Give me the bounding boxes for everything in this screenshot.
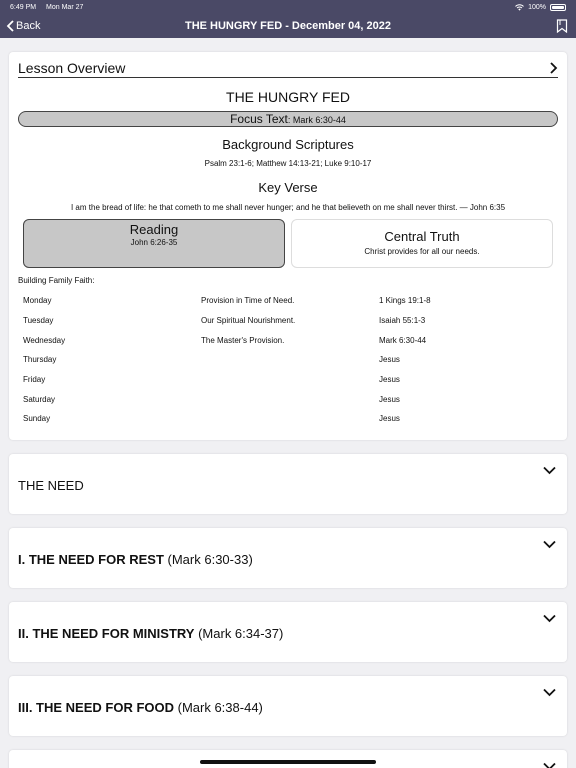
day-cell: Friday: [23, 375, 46, 385]
topic-cell: Provision in Time of Need.: [201, 296, 295, 306]
home-indicator[interactable]: [200, 760, 376, 764]
chevron-down-icon: [543, 762, 556, 768]
family-faith-table: [18, 291, 558, 429]
section-need-for-ministry[interactable]: [9, 602, 567, 662]
table-row: [18, 330, 558, 350]
reading-truth-row: [23, 219, 553, 268]
chevron-down-icon: [543, 688, 556, 697]
day-cell: Sunday: [23, 414, 51, 424]
table-row: [18, 311, 558, 331]
day-cell: Wednesday: [23, 335, 66, 345]
ref-cell: Isaiah 55:1-3: [379, 316, 426, 326]
chevron-down-icon: [543, 614, 556, 623]
ref-cell: 1 Kings 19:1-8: [379, 296, 431, 306]
battery-icon: [550, 4, 566, 11]
content-area[interactable]: [0, 38, 576, 768]
day-cell: Tuesday: [23, 316, 54, 326]
family-faith-title: Building Family Faith:: [18, 276, 95, 285]
central-truth-title: Central Truth: [384, 229, 460, 244]
ref-cell: Jesus: [379, 355, 400, 365]
lesson-title: THE HUNGRY FED: [226, 89, 350, 105]
day-cell: Thursday: [23, 355, 57, 365]
focus-text-box: [18, 111, 558, 127]
bookmark-icon[interactable]: [556, 19, 568, 33]
section-title-bold: III. THE NEED FOR FOOD: [18, 700, 175, 715]
section-need-for-rest[interactable]: [9, 528, 567, 588]
chevron-down-icon: [543, 466, 556, 475]
chevron-left-icon: [6, 20, 14, 32]
day-cell: Monday: [23, 296, 52, 306]
lesson-overview-header[interactable]: [18, 60, 558, 78]
day-cell: Saturday: [23, 394, 56, 404]
page-title: THE HUNGRY FED - December 04, 2022: [184, 20, 392, 32]
key-verse-text: I am the bread of life: he that cometh to me shall never hunger; and he that believeth on me shall never thirst. — John 6:35: [70, 203, 506, 212]
status-time: 6:49 PM: [10, 3, 37, 11]
status-bar: [0, 0, 576, 14]
section-title: THE NEED: [18, 478, 84, 493]
ref-cell: Jesus: [379, 375, 400, 385]
back-button[interactable]: [6, 20, 40, 32]
section-need-for-food[interactable]: [9, 676, 567, 736]
ref-cell: Mark 6:30-44: [379, 335, 427, 345]
background-scriptures-refs: Psalm 23:1-6; Matthew 14:13-21; Luke 9:10-17: [204, 159, 372, 168]
focus-label: Focus Text: [230, 112, 288, 126]
section-partial[interactable]: [9, 750, 567, 768]
ref-cell: Jesus: [379, 414, 400, 424]
section-title-bold: II. THE NEED FOR MINISTRY: [18, 626, 195, 641]
lesson-overview-card: [9, 52, 567, 440]
section-ref: (Mark 6:34-37): [194, 626, 284, 641]
section-ref: (Mark 6:30-33): [163, 552, 253, 567]
section-title-bold: I. THE NEED FOR REST: [18, 552, 164, 567]
back-label: Back: [16, 20, 41, 32]
focus-ref: : Mark 6:30-44: [287, 115, 346, 125]
section-the-need[interactable]: [9, 454, 567, 514]
reading-box: [23, 219, 285, 268]
navigation-bar: [0, 14, 576, 38]
section-ref: (Mark 6:38-44): [174, 700, 263, 715]
chevron-right-icon: [549, 62, 558, 74]
battery-percent: 100%: [528, 3, 546, 11]
reading-ref: John 6:26-35: [130, 238, 178, 247]
table-row: [18, 370, 558, 390]
table-row: [18, 291, 558, 311]
table-row: [18, 409, 558, 429]
table-row: [18, 389, 558, 409]
battery-level: [552, 6, 564, 9]
wifi-icon: [515, 4, 524, 11]
central-truth-text: Christ provides for all our needs.: [364, 247, 480, 256]
topic-cell: The Master's Provision.: [201, 335, 285, 345]
chevron-down-icon: [543, 540, 556, 549]
reading-title: Reading: [129, 222, 179, 237]
lesson-overview-title: Lesson Overview: [18, 60, 126, 76]
topic-cell: Our Spiritual Nourishment.: [201, 316, 296, 326]
background-scriptures-title: Background Scriptures: [222, 137, 354, 152]
central-truth-box: [291, 219, 553, 268]
status-date: Mon Mar 27: [46, 3, 84, 11]
key-verse-title: Key Verse: [258, 180, 318, 195]
ref-cell: Jesus: [379, 394, 400, 404]
table-row: [18, 350, 558, 370]
